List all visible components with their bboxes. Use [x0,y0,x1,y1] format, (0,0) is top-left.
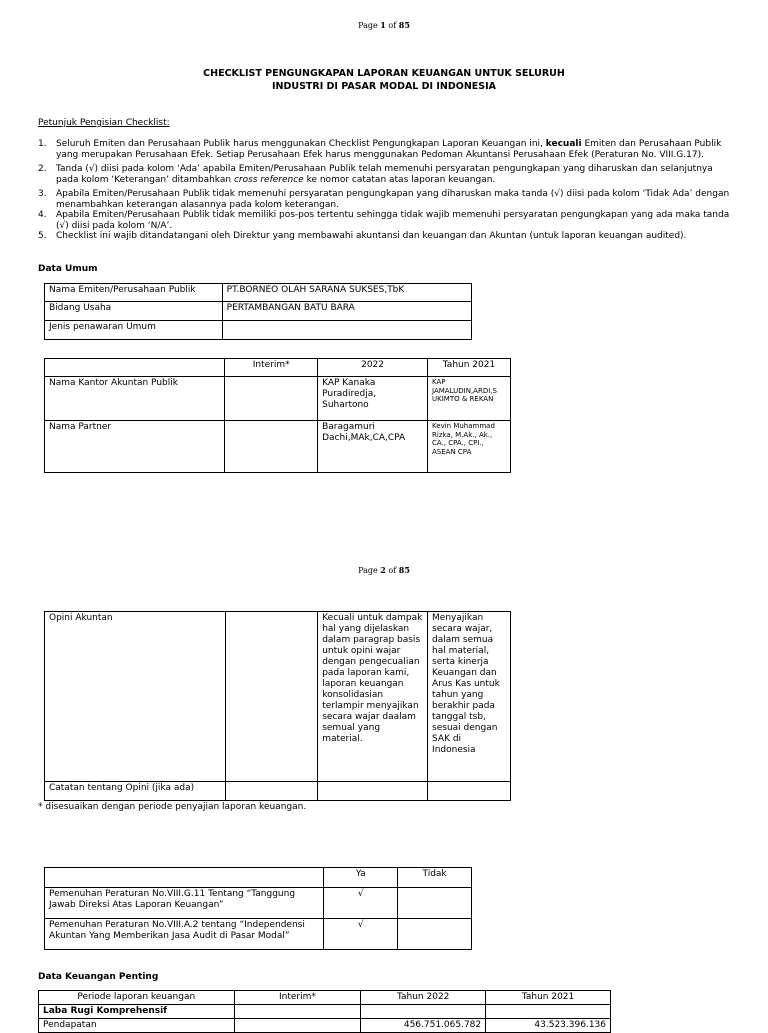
auditor-table [44,358,511,473]
item-text: Apabila Emiten/Perusahaan Publik tidak memiliki pos-pos tertentu sehingga tidak wajib memenuhi persyaratan pengungkapan yang ada maka tanda (√) diisi pada kolom ‘N/A’. [56,210,730,231]
row-label: Jenis penawaran Umum [45,321,223,340]
item-number: 4. [38,210,47,220]
cell-2021 [428,782,511,801]
cell-interim [234,1019,361,1033]
item-text: ke nomor catatan atas laporan keuangan. [303,174,496,185]
table-row [45,321,472,340]
page-header [0,565,768,575]
row-label: Opini Akuntan [45,612,226,782]
instruction-item [38,189,738,210]
page-number: 2 [380,565,386,575]
page-of: of [385,566,399,575]
item-number: 5. [38,231,47,241]
row-label: Pemenuhan Peraturan No.VIII.A.2 tentang “Independensi Akuntan Yang Memberikan Jasa Audit di Pasar Modal” [45,919,324,950]
column-header: Ya [324,868,398,888]
opini-table [44,611,511,801]
table-row [45,284,472,302]
cell-2022 [318,782,428,801]
instructions-heading: Petunjuk Pengisian Checklist: [38,118,170,128]
item-italic-text: cross reference [233,174,304,185]
row-value [222,321,471,340]
data-umum-heading: Data Umum [38,264,98,274]
instruction-item [38,210,738,231]
footnote: * disesuaikan dengan periode penyajian laporan keuangan. [38,802,307,812]
item-text: Seluruh Emiten dan Perusahaan Publik harus menggunakan Checklist Pengungkapan Laporan Keuangan ini, [56,139,546,149]
cell-2021: 43.523.396.136 [486,1019,611,1033]
table-header-row [45,868,472,888]
cell-interim [225,612,318,782]
column-header: Tahun 2022 [361,991,486,1005]
data-keuangan-heading: Data Keuangan Penting [38,972,159,982]
document-title [0,67,768,93]
column-header [45,868,324,888]
item-text: Emiten dan Perusahaan Publik yang merupakan Perusahaan Efek. Setiap Perusahaan Efek harus menggunakan Pedoman Akuntansi Perusahaan Efek (Peraturan No. VIII.G.17). [56,139,722,160]
table-header-row [45,359,511,377]
item-number: 1. [38,139,47,149]
page-total: 85 [398,20,410,30]
cell-2021: Menyajikan secara wajar, dalam semua hal material, serta kinerja Keuangan dan Arus Kas untuk tahun yang berakhir pada tanggal tsb, sesuai dengan SAK di Indonesia [428,612,511,782]
column-header: Tidak [398,868,472,888]
compliance-table [44,867,472,950]
row-label: Pendapatan [39,1019,235,1033]
title-line-1: CHECKLIST PENGUNGKAPAN LAPORAN KEUANGAN UNTUK SELURUH [203,68,565,79]
table-row [45,919,472,950]
instructions-list [38,139,738,246]
table-row [45,377,511,421]
row-value: PT.BORNEO OLAH SARANA SUKSES,TbK [222,284,471,302]
table-row [45,421,511,473]
cell-interim [225,782,318,801]
empty-cell [361,1005,486,1019]
item-text: Checklist ini wajib ditandatangani oleh Direktur yang membawahi akuntansi dan keuangan dan Akuntan (untuk laporan keuangan audited). [56,231,687,241]
page-header [0,20,768,30]
item-number: 2. [38,164,47,174]
cell-2022: Kecuali untuk dampak hal yang dijelaskan dalam paragrap basis untuk opini wajar dengan pengecualian pada laporan kami, laporan keuangan konsolidasian terlampir menyajikan secara wajar daalam semual yang material. [318,612,428,782]
table-row [39,1019,611,1033]
item-text: Apabila Emiten/Perusahaan Publik tidak memenuhi persyaratan pengungkapan yang diharuskan maka tanda (√) diisi pada kolom ‘Tidak Ada’ dengan menambahkan keterangan alasannya pada kolom keterangan. [56,189,730,210]
row-label: Catatan tentang Opini (jika ada) [45,782,226,801]
row-label: Nama Emiten/Perusahaan Publik [45,284,223,302]
financial-table [38,990,611,1033]
column-header: Interim* [234,991,361,1005]
column-header: Tahun 2021 [486,991,611,1005]
title-line-2: INDUSTRI DI PASAR MODAL DI INDONESIA [271,81,497,92]
empty-cell [234,1005,361,1019]
cell-interim [225,377,318,421]
page-total: 85 [398,565,410,575]
cell-2021: KAP JAMALUDIN,ARDI,S UKIMTO & REKAN [428,377,511,421]
row-label: Nama Kantor Akuntan Publik [45,377,225,421]
table-header-row [39,991,611,1005]
check-tidak [398,919,472,950]
check-ya: √ [324,888,398,919]
row-label: Pemenuhan Peraturan No.VIII.G.11 Tentang “Tanggung Jawab Direksi Atas Laporan Keuangan” [45,888,324,919]
table-section-row [39,1005,611,1019]
column-header [45,359,225,377]
page-prefix: Page [358,21,381,30]
data-umum-table [44,283,472,340]
column-header: 2022 [318,359,428,377]
column-header: Interim* [225,359,318,377]
row-label: Bidang Usaha [45,302,223,321]
cell-2022: Baragamuri Dachi,MAk,CA,CPA [318,421,428,473]
item-number: 3. [38,189,47,199]
instruction-item [38,139,738,160]
instruction-item [38,164,738,185]
row-value: PERTAMBANGAN BATU BARA [222,302,471,321]
item-text: Tanda (√) diisi pada kolom ‘Ada’ apabila Emiten/Perusahaan Publik telah memenuhi persyaratan pengungkapan yang diharuskan dan selanjutnya pada kolom ‘Keterangan’ ditambahkan [56,164,713,185]
page-number: 1 [380,20,386,30]
table-row [45,302,472,321]
page-of: of [385,21,399,30]
cell-2022: KAP Kanaka Puradiredja, Suhartono [318,377,428,421]
section-label: Laba Rugi Komprehensif [39,1005,235,1019]
column-header: Tahun 2021 [428,359,511,377]
page-prefix: Page [358,566,381,575]
table-row [45,782,511,801]
check-tidak [398,888,472,919]
table-row [45,612,511,782]
check-ya: √ [324,919,398,950]
table-row [45,888,472,919]
cell-interim [225,421,318,473]
instruction-item [38,231,738,242]
cell-2021: Kevin Muhammad Rizka, M.Ak., Ak., CA., CPA., CPI., ASEAN CPA [428,421,511,473]
column-header: Periode laporan keuangan [39,991,235,1005]
row-label: Nama Partner [45,421,225,473]
item-bold-text: kecuali [545,139,582,149]
cell-2022: 456.751.065.782 [361,1019,486,1033]
empty-cell [486,1005,611,1019]
